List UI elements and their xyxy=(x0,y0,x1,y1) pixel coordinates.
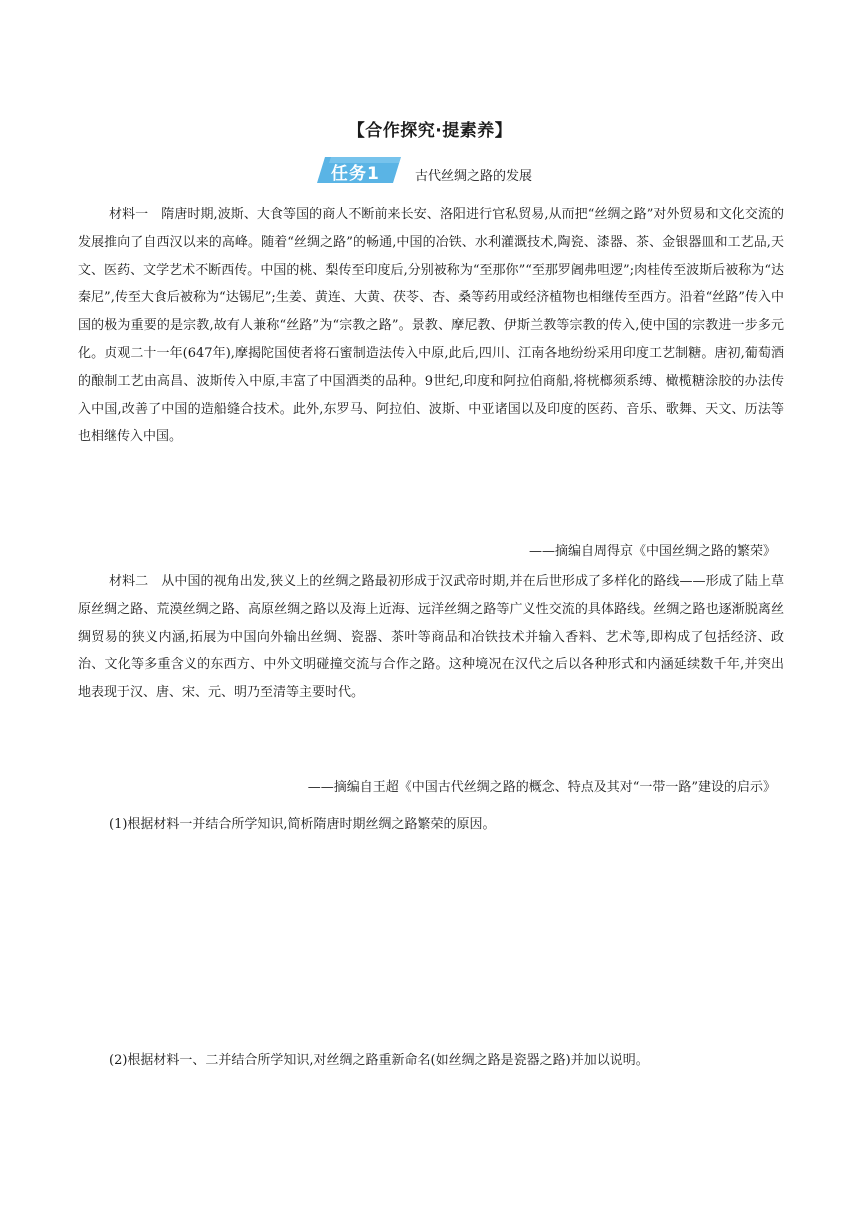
task-badge-label: 任务1 xyxy=(331,164,380,184)
material-two-text: 材料二 从中国的视角出发,狭义上的丝绸之路最初形成于汉武帝时期,并在后世形成了多样化的路线——形成了陆上草原丝绸之路、荒漠丝绸之路、高原丝绸之路以及海上近海、远洋丝绸之路等广义性交流的具体路线。丝绸之路也逐渐脱离丝绸贸易的狭义内涵,拓展为中国向外输出丝绸、瓷器、茶叶等商品和冶铁技术并输入香料、艺术等,即构成了包括经济、政治、文化等多重含义的东西方、中外文明碰撞交流与合作之路。这种境况在汉代之后以各种形式和内涵延续数千年,并突出地表现于汉、唐、宋、元、明乃至清等主要时代。 xyxy=(78,574,784,701)
question-two: (2)根据材料一、二并结合所学知识,对丝绸之路重新命名(如丝绸之路是瓷器之路)并加以说明。 xyxy=(109,1053,649,1068)
question-one: (1)根据材料一并结合所学知识,简析隋唐时期丝绸之路繁荣的原因。 xyxy=(109,817,496,832)
material-one-source: ——摘编自周得京《中国丝绸之路的繁荣》 xyxy=(528,544,776,559)
answer-area-two[interactable] xyxy=(78,1076,784,1196)
task-title: 古代丝绸之路的发展 xyxy=(415,169,533,184)
material-two-source: ——摘编自王超《中国古代丝绸之路的概念、特点及其对“一带一路”建设的启示》 xyxy=(307,780,776,795)
section-title: 【合作探究·提素养】 xyxy=(347,121,513,141)
material-one-text: 材料一 隋唐时期,波斯、大食等国的商人不断前来长安、洛阳进行官私贸易,从而把“丝绸之路”对外贸易和文化交流的发展推向了自西汉以来的高峰。随着“丝绸之路”的畅通,中国的冶铁、水利灌溉技术,陶瓷、漆器、茶、金银器皿和工艺品,天文、医药、文学艺术不断西传。中国的桃、梨传至印度后,分别被称为“至那你”“至那罗阇弗呾逻”;肉桂传至波斯后被称为“达秦尼”,传至大食后被称为“达锡尼”;生姜、黄连、大黄、茯苓、杏、桑等药用或经济植物也相继传至西方。沿着“丝路”传入中国的极为重要的是宗教,故有人兼称“丝路”为“宗教之路”。景教、摩尼教、伊斯兰教等宗教的传入,使中国的宗教进一步多元化。贞观二十一年(647年),摩揭陀国使者将石蜜制造法传入中原,此后,四川、江南各地纷纷采用印度工艺制糖。唐初,葡萄酒的酿制工艺由高昌、波斯传入中原,丰富了中国酒类的品种。9世纪,印度和阿拉伯商船,将桄榔须系缚、橄榄糖涂胶的办法传入中国,改善了中国的造船缝合技术。此外,东罗马、阿拉伯、波斯、中亚诸国以及印度的医药、音乐、歌舞、天文、历法等也相继传入中国。 xyxy=(78,207,784,445)
answer-area-one[interactable] xyxy=(78,840,784,1030)
task-badge xyxy=(317,157,401,183)
